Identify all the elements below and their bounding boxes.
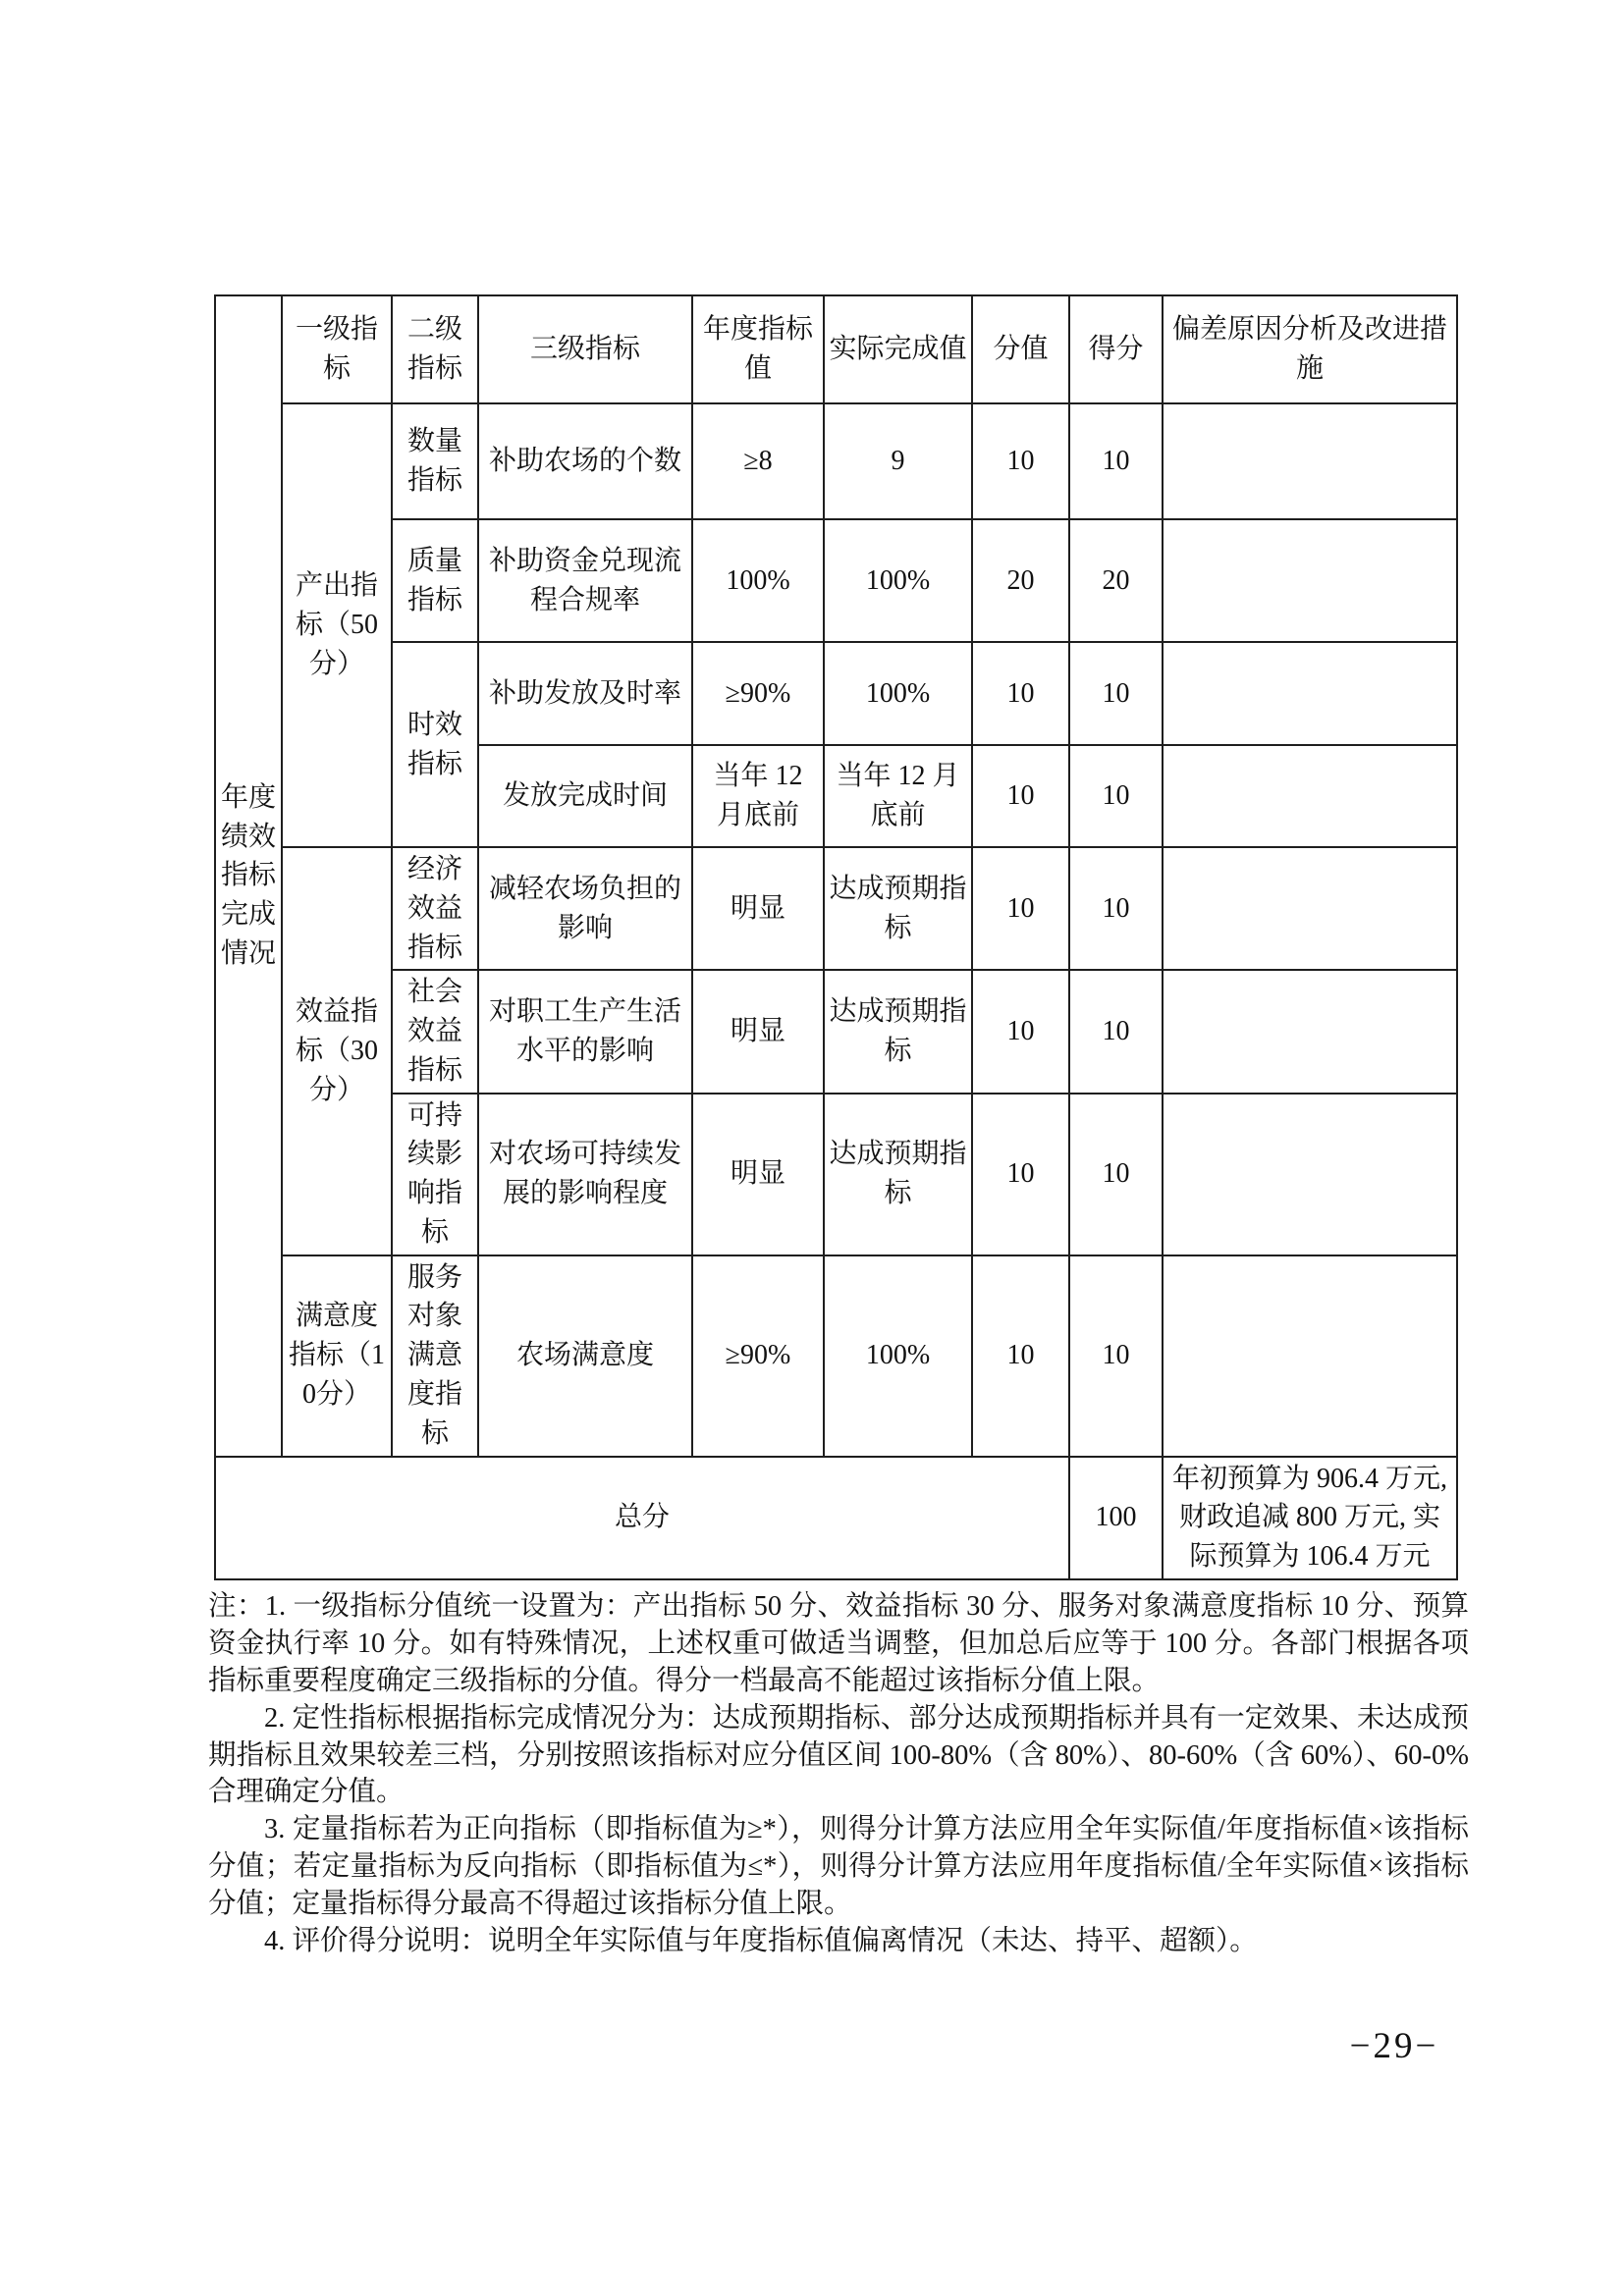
header-points: 分值 xyxy=(972,295,1069,403)
level3-cell: 对农场可持续发展的影响程度 xyxy=(478,1094,692,1255)
level2-cell: 质量指标 xyxy=(392,519,478,642)
actual-cell: 达成预期指标 xyxy=(824,847,972,970)
level1-benefit-indicator: 效益指标（30分） xyxy=(282,847,392,1255)
actual-cell: 100% xyxy=(824,519,972,642)
points-cell: 10 xyxy=(972,403,1069,519)
header-actual-completed-value: 实际完成值 xyxy=(824,295,972,403)
note-paragraph-1: 注：1. 一级指标分值统一设置为：产出指标 50 分、效益指标 30 分、服务对象满意度指标 10 分、预算资金执行率 10 分。如有特殊情况，上述权重可做适当调整，但加总后应等于 100 分。各部门根据各项指标重要程度确定三级指标的分值。得分一档最高不能超过该指标分值上限。 xyxy=(208,1591,1469,1696)
points-cell: 10 xyxy=(972,847,1069,970)
points-cell: 10 xyxy=(972,1255,1069,1457)
table-row xyxy=(215,519,1457,642)
level3-cell: 减轻农场负担的影响 xyxy=(478,847,692,970)
score-cell: 10 xyxy=(1069,745,1163,847)
level2-cell: 可持续影响指标 xyxy=(392,1094,478,1255)
points-cell: 10 xyxy=(972,745,1069,847)
level3-cell: 农场满意度 xyxy=(478,1255,692,1457)
target-cell: 当年 12 月底前 xyxy=(692,745,824,847)
actual-cell: 达成预期指标 xyxy=(824,970,972,1093)
header-score: 得分 xyxy=(1069,295,1163,403)
level2-cell: 服务对象满意度指标 xyxy=(392,1255,478,1457)
level2-cell: 经济效益指标 xyxy=(392,847,478,970)
note-paragraph-3: 3. 定量指标若为正向指标（即指标值为≥*），则得分计算方法应用全年实际值/年度指标值×该指标分值；若定量指标为反向指标（即指标值为≤*），则得分计算方法应用年度指标值/全年实际值×该指标分值；定量指标得分最高不得超过该指标分值上限。 xyxy=(208,1814,1469,1920)
target-cell: 明显 xyxy=(692,847,824,970)
total-label-cell: 总分 xyxy=(215,1457,1069,1579)
deviation-cell xyxy=(1163,745,1457,847)
table-row xyxy=(215,403,1457,519)
header-level1-indicator: 一级指标 xyxy=(282,295,392,403)
table-row xyxy=(215,970,1457,1093)
score-cell: 10 xyxy=(1069,970,1163,1093)
table-header-row xyxy=(215,295,1457,403)
target-cell: ≥90% xyxy=(692,642,824,745)
total-score-cell: 100 xyxy=(1069,1457,1163,1579)
level3-cell: 补助发放及时率 xyxy=(478,642,692,745)
deviation-cell xyxy=(1163,1094,1457,1255)
header-level2-indicator: 二级指标 xyxy=(392,295,478,403)
target-cell: 明显 xyxy=(692,1094,824,1255)
deviation-cell xyxy=(1163,642,1457,745)
score-cell: 10 xyxy=(1069,1094,1163,1255)
level2-timeliness-indicator: 时效指标 xyxy=(392,642,478,847)
score-cell: 10 xyxy=(1069,642,1163,745)
deviation-cell xyxy=(1163,847,1457,970)
deviation-cell xyxy=(1163,1255,1457,1457)
score-cell: 10 xyxy=(1069,1255,1163,1457)
actual-cell: 达成预期指标 xyxy=(824,1094,972,1255)
deviation-cell xyxy=(1163,519,1457,642)
table-side-label: 年度绩效指标完成情况 xyxy=(215,295,282,1457)
deviation-cell xyxy=(1163,403,1457,519)
score-cell: 10 xyxy=(1069,847,1163,970)
actual-cell: 100% xyxy=(824,642,972,745)
score-cell: 20 xyxy=(1069,519,1163,642)
deviation-cell xyxy=(1163,970,1457,1093)
actual-cell: 100% xyxy=(824,1255,972,1457)
performance-indicator-table xyxy=(214,294,1458,1580)
table-row xyxy=(215,847,1457,970)
table-row xyxy=(215,1094,1457,1255)
level3-cell: 补助资金兑现流程合规率 xyxy=(478,519,692,642)
total-row xyxy=(215,1457,1457,1579)
points-cell: 10 xyxy=(972,970,1069,1093)
score-cell: 10 xyxy=(1069,403,1163,519)
level3-cell: 对职工生产生活水平的影响 xyxy=(478,970,692,1093)
target-cell: ≥90% xyxy=(692,1255,824,1457)
level2-cell: 数量指标 xyxy=(392,403,478,519)
table-row xyxy=(215,1255,1457,1457)
footnotes xyxy=(208,1588,1469,1960)
header-level3-indicator: 三级指标 xyxy=(478,295,692,403)
actual-cell: 当年 12 月底前 xyxy=(824,745,972,847)
level3-cell: 发放完成时间 xyxy=(478,745,692,847)
target-cell: ≥8 xyxy=(692,403,824,519)
total-remark-cell: 年初预算为 906.4 万元, 财政追减 800 万元, 实际预算为 106.4 万元 xyxy=(1163,1457,1457,1579)
level1-output-indicator: 产出指标（50分） xyxy=(282,403,392,847)
target-cell: 明显 xyxy=(692,970,824,1093)
level3-cell: 补助农场的个数 xyxy=(478,403,692,519)
points-cell: 20 xyxy=(972,519,1069,642)
target-cell: 100% xyxy=(692,519,824,642)
level1-satisfaction-indicator: 满意度指标（10分） xyxy=(282,1255,392,1457)
points-cell: 10 xyxy=(972,1094,1069,1255)
note-paragraph-2: 2. 定性指标根据指标完成情况分为：达成预期指标、部分达成预期指标并具有一定效果、未达成预期指标且效果较差三档，分别按照该指标对应分值区间 100-80%（含 80%）、80-60%（含 60%）、60-0%合理确定分值。 xyxy=(208,1702,1469,1808)
page-number: −29− xyxy=(1349,2026,1439,2066)
header-deviation-analysis: 偏差原因分析及改进措施 xyxy=(1163,295,1457,403)
note-paragraph-4: 4. 评价得分说明：说明全年实际值与年度指标值偏离情况（未达、持平、超额）。 xyxy=(264,1926,1258,1957)
points-cell: 10 xyxy=(972,642,1069,745)
header-annual-target-value: 年度指标值 xyxy=(692,295,824,403)
level2-cell: 社会效益指标 xyxy=(392,970,478,1093)
actual-cell: 9 xyxy=(824,403,972,519)
table-row xyxy=(215,642,1457,745)
